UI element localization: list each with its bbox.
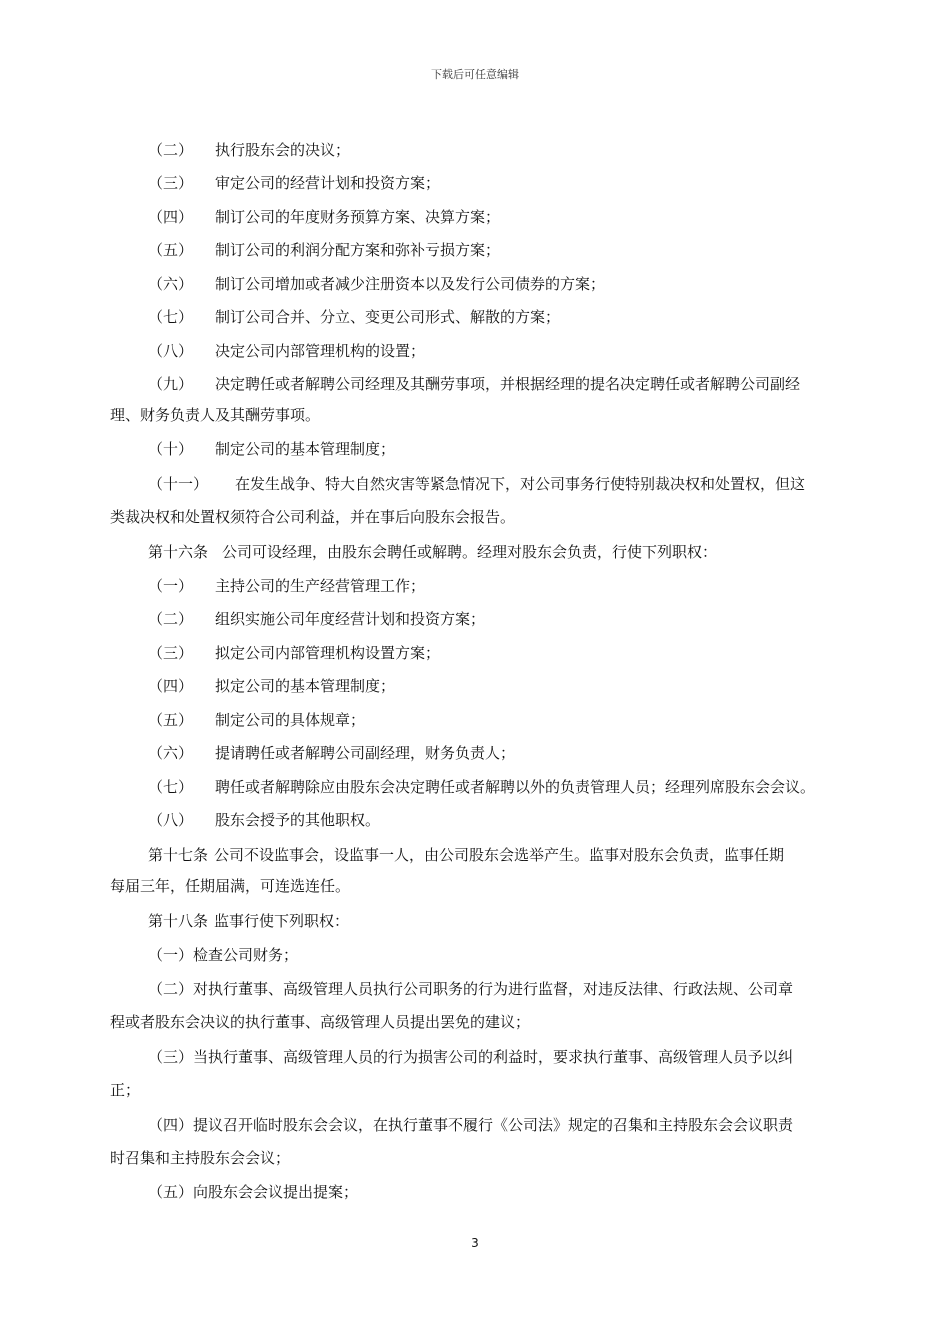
list-item <box>148 610 485 628</box>
article-label: 第十七条 <box>148 846 209 864</box>
item-number: （八） <box>148 811 194 829</box>
item-number: （七） <box>148 308 194 326</box>
list-item <box>148 275 605 293</box>
item-text: 制订公司的年度财务预算方案、决算方案； <box>215 208 501 226</box>
item-number: （五） <box>148 241 194 259</box>
item-continuation: 正； <box>110 1081 141 1099</box>
list-item: （二）对执行董事、高级管理人员执行公司职务的行为进行监督，对违反法律、行政法规、公司章 <box>148 980 794 998</box>
item-number: （一） <box>148 577 194 595</box>
list-item <box>148 744 515 762</box>
item-number: （二） <box>148 141 194 159</box>
article-17 <box>148 846 784 864</box>
list-item <box>148 440 395 458</box>
item-text: 股东会授予的其他职权。 <box>215 811 381 829</box>
item-text: 制订公司合并、分立、变更公司形式、解散的方案； <box>215 308 561 326</box>
item-number: （二） <box>148 610 194 628</box>
article-text: 监事行使下列职权： <box>214 912 350 930</box>
item-number: （六） <box>148 744 194 762</box>
article-continuation: 每届三年，任期届满，可连选连任。 <box>110 877 351 895</box>
item-number: （九） <box>148 375 194 393</box>
item-number: （三） <box>148 644 194 662</box>
list-item <box>148 644 440 662</box>
item-number: （八） <box>148 342 194 360</box>
item-number: （四） <box>148 208 194 226</box>
item-text: 审定公司的经营计划和投资方案； <box>215 174 441 192</box>
page-number: 3 <box>471 1236 479 1250</box>
item-continuation: 程或者股东会决议的执行董事、高级管理人员提出罢免的建议； <box>110 1013 531 1031</box>
list-item <box>148 711 365 729</box>
item-number: （五） <box>148 711 194 729</box>
list-item <box>148 811 380 829</box>
list-item <box>148 174 440 192</box>
item-text: 制定公司的具体规章； <box>215 711 366 729</box>
item-text: 执行股东会的决议； <box>215 141 351 159</box>
list-item: （三）当执行董事、高级管理人员的行为损害公司的利益时，要求执行董事、高级管理人员予以纠 <box>148 1048 794 1066</box>
list-item <box>148 577 425 595</box>
list-item: （五）向股东会会议提出提案； <box>148 1183 359 1201</box>
item-continuation: 理、财务负责人及其酬劳事项。 <box>110 406 321 424</box>
list-item <box>148 342 425 360</box>
list-item <box>148 475 805 493</box>
item-text: 制订公司的利润分配方案和弥补亏损方案； <box>215 241 501 259</box>
item-text: 主持公司的生产经营管理工作； <box>215 577 426 595</box>
list-item <box>148 241 500 259</box>
item-number: （十） <box>148 440 194 458</box>
item-text: 制定公司的基本管理制度； <box>215 440 396 458</box>
article-label: 第十八条 <box>148 912 209 930</box>
item-text: 聘任或者解聘除应由股东会决定聘任或者解聘以外的负责管理人员；经理列席股东会会议。 <box>215 778 816 796</box>
item-text: 在发生战争、特大自然灾害等紧急情况下，对公司事务行使特别裁决权和处置权，但这 <box>235 475 806 493</box>
list-item <box>148 375 800 393</box>
item-continuation: 类裁决权和处置权须符合公司利益，并在事后向股东会报告。 <box>110 508 516 526</box>
article-18 <box>148 912 349 930</box>
item-text: 决定聘任或者解聘公司经理及其酬劳事项，并根据经理的提名决定聘任或者解聘公司副经 <box>215 375 801 393</box>
list-item <box>148 677 395 695</box>
article-text: 公司可设经理，由股东会聘任或解聘。经理对股东会负责，行使下列职权： <box>222 543 718 561</box>
item-text: 提请聘任或者解聘公司副经理，财务负责人； <box>215 744 516 762</box>
item-number: （七） <box>148 778 194 796</box>
item-number: （四） <box>148 677 194 695</box>
list-item: （四）提议召开临时股东会会议，在执行董事不履行《公司法》规定的召集和主持股东会会议职责 <box>148 1116 794 1134</box>
item-number: （十一） <box>148 475 209 493</box>
item-text: 制订公司增加或者减少注册资本以及发行公司债券的方案； <box>215 275 606 293</box>
list-item <box>148 308 560 326</box>
item-text: 拟定公司的基本管理制度； <box>215 677 396 695</box>
list-item <box>148 208 500 226</box>
list-item: （一）检查公司财务； <box>148 946 299 964</box>
item-text: 决定公司内部管理机构的设置； <box>215 342 426 360</box>
list-item <box>148 141 350 159</box>
item-number: （三） <box>148 174 194 192</box>
article-16 <box>148 543 717 561</box>
item-text: 拟定公司内部管理机构设置方案； <box>215 644 441 662</box>
item-continuation: 时召集和主持股东会会议； <box>110 1149 291 1167</box>
list-item <box>148 778 815 796</box>
item-number: （六） <box>148 275 194 293</box>
page-header: 下载后可任意编辑 <box>431 68 519 81</box>
item-text: 组织实施公司年度经营计划和投资方案； <box>215 610 486 628</box>
article-text: 公司不设监事会，设监事一人，由公司股东会选举产生。监事对股东会负责，监事任期 <box>214 846 785 864</box>
article-label: 第十六条 <box>148 543 209 561</box>
